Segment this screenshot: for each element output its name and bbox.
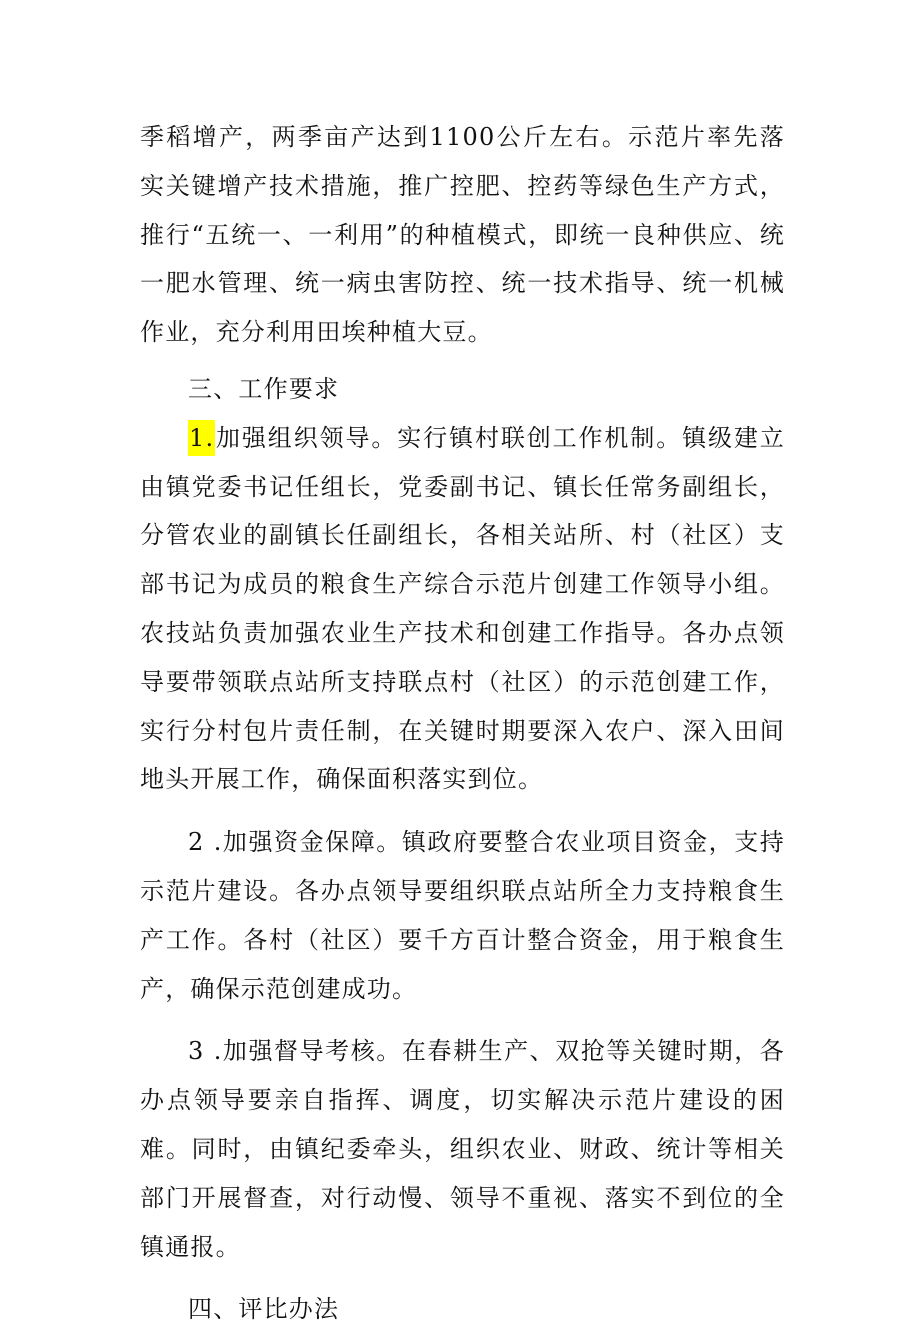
section-3-heading: 三、工作要求 <box>188 374 340 403</box>
item-2-number: 2 <box>188 828 205 857</box>
item-3-number: 3 <box>188 1037 205 1066</box>
list-item-2 <box>140 818 785 1013</box>
section-4-heading: 四、评比办法 <box>188 1295 340 1324</box>
highlighted-item-number: 1. <box>188 420 215 456</box>
continuation-paragraph: 季稻增产，两季亩产达到1100公斤左右。示范片率先落实关键增产技术措施，推广控肥、控药等绿色生产方式，推行“五统一、一利用”的种植模式，即统一良种供应、统一肥水管理、统一病虫害防控、统一技术指导、统一机械作业，充分利用田埃种植大豆。 <box>140 123 785 347</box>
document-body <box>140 113 785 1334</box>
item-2-text: .加强资金保障。镇政府要整合农业项目资金，支持示范片建设。各办点领导要组织联点站所全力支持粮食生产工作。各村（社区）要千方百计整合资金，用于粮食生产，确保示范创建成功。 <box>140 828 785 1003</box>
list-item-3 <box>140 1027 785 1271</box>
item-1-text: 加强组织领导。实行镇村联创工作机制。镇级建立由镇党委书记任组长，党委副书记、镇长任常务副组长，分管农业的副镇长任副组长，各相关站所、村（社区）支部书记为成员的粮食生产综合示范片创建工作领导小组。农技站负责加强农业生产技术和创建工作指导。各办点领导要带领联点站所支持联点村（社区）的示范创建工作，实行分村包片责任制，在关键时期要深入农户、深入田间地头开展工作，确保面积落实到位。 <box>140 423 785 794</box>
list-item-1 <box>140 414 785 804</box>
item-3-text: .加强督导考核。在春耕生产、双抢等关键时期，各办点领导要亲自指挥、调度，切实解决示范片建设的困难。同时，由镇纪委牵头，组织农业、财政、统计等相关部门开展督查，对行动慢、领导不重视、落实不到位的全镇通报。 <box>140 1037 785 1261</box>
